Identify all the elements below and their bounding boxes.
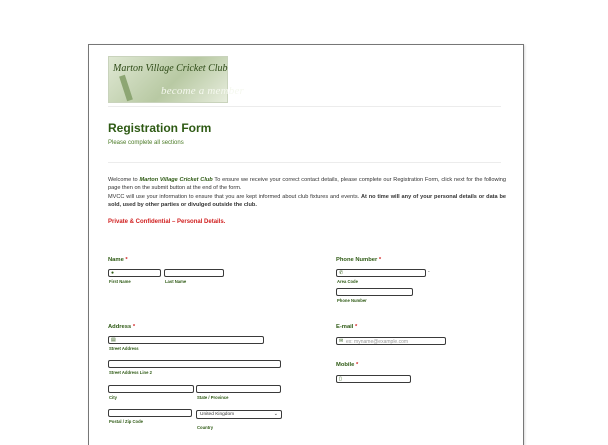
intro-club-name: Marton Village Cricket Club (139, 177, 213, 183)
phone-icon: ✆ (339, 269, 344, 276)
country-select[interactable] (196, 410, 282, 419)
country-sublabel: Country (197, 425, 214, 430)
intro-instructions: To ensure we receive your correct contact details, please complete our Registration Form, click next for the following page then on the submit button at the end of the form. (108, 177, 506, 192)
city-input[interactable] (108, 385, 194, 393)
street-address-line2-sublabel: Street Address Line 2 (109, 370, 152, 375)
first-name-input[interactable] (108, 269, 161, 277)
phone-number-input[interactable] (336, 288, 413, 296)
form-title: Registration Form (108, 121, 212, 135)
form-subtitle: Please complete all sections (108, 140, 184, 146)
email-label: E-mail * (336, 324, 358, 330)
last-name-sublabel: Last Name (165, 279, 187, 284)
last-name-input[interactable] (164, 269, 224, 277)
postal-code-sublabel: Postal / Zip Code (109, 419, 143, 424)
phone-label: Phone Number * (336, 257, 382, 263)
header-divider (108, 106, 501, 107)
email-placeholder: ex: myname@example.com (346, 338, 409, 345)
street-address-sublabel: Street Address (109, 346, 139, 351)
intro-divider (108, 162, 501, 163)
address-label: Address * (108, 324, 136, 330)
intro-privacy-text: At no time will any of your personal details or data be sold, used by other parties or divulged outside the club. (108, 193, 506, 209)
mobile-icon: ▯ (339, 375, 342, 382)
registration-form-card (88, 44, 524, 445)
area-code-input[interactable] (336, 269, 426, 277)
intro-usage-text: MVCC will use your information to ensure that you are kept informed about club fixtures and events. (108, 193, 361, 200)
street-address-line2-input[interactable] (108, 360, 281, 368)
logo-club-name: Marton Village Cricket Club (113, 63, 228, 74)
state-province-sublabel: State / Province (197, 395, 229, 400)
street-address-input[interactable] (108, 336, 264, 344)
privacy-warning: Private & Confidential – Personal Details. (108, 219, 226, 225)
intro-text (108, 176, 506, 210)
cricket-bat-graphic (119, 75, 133, 102)
club-logo (108, 56, 245, 103)
user-icon: ● (111, 269, 115, 276)
name-label: Name * (108, 257, 128, 263)
phone-number-sublabel: Phone Number (337, 298, 367, 303)
state-province-input[interactable] (196, 385, 281, 393)
mobile-input[interactable] (336, 375, 411, 383)
email-input[interactable] (336, 337, 446, 345)
chevron-down-icon: ⌄ (273, 411, 278, 417)
phone-separator: - (428, 269, 430, 275)
mobile-label: Mobile * (336, 362, 359, 368)
first-name-sublabel: First Name (109, 279, 131, 284)
country-selected-value: United Kingdom (200, 412, 235, 417)
city-sublabel: City (109, 395, 117, 400)
postal-code-input[interactable] (108, 409, 192, 417)
area-code-sublabel: Area Code (337, 279, 358, 284)
intro-welcome-text: Welcome to (108, 177, 140, 183)
address-card-icon: ▤ (111, 336, 116, 343)
envelope-icon: ✉ (339, 337, 344, 344)
logo-tagline: become a member (161, 85, 245, 97)
